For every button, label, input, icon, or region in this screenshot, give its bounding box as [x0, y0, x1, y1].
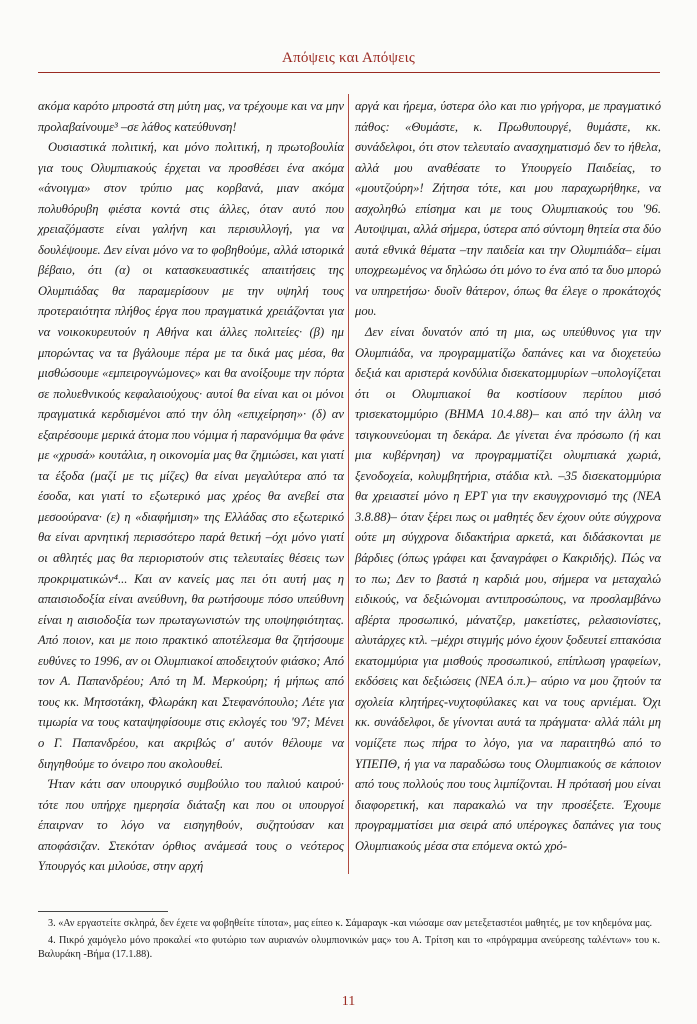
header-rule — [38, 72, 660, 73]
left-column — [38, 96, 344, 877]
footnotes — [38, 917, 660, 965]
left-paragraph-2: Ουσιαστικά πολιτική, και μόνο πολιτική, η πρωτοβουλία για τους Ολυμπιακούς έρχεται να προσθέσει ένα ακόμα «άνοιγμα» στον τρύπιο μας κορβανά, μιαν ακόμα πολυθόρυβη φιέστα κοντά στις άλλες, όταν αυτό που χρειαζόμαστε είναι γαλήνη και περισυλλογή, για να δουλέψουμε. Δεν είναι μόνο να το φοβηθούμε, αλλά ιστορικά βέβαιο, ότι (α) οι κατασκευαστικές απαιτήσεις της Ολυμπιάδας θα παραμερίσουν με την υψηλή τους προτεραιότητα πλήθος έργα που πραγματικά χρειάζονται για να νοικοκυρευτούν η Αθήνα και άλλες πολιτείες· (β) ημ μπορώντας να τα βγάλουμε πέρα με τα δικά μας μέσα, θα μισθώσουμε «εμπειρογνώμονες» και θα ανοίξουμε την πόρτα σε πολυεθνικούς κεφαλαιούχους· αυτοί θα είναι και οι μόνοι πραγματικά κερδισμένοι από την όλη «επιχείρηση»· (δ) αν εξαιρέσουμε μερικά άτομα που νόμιμα ή παρανόμιμα θα φάνε με «χρυσά» κουτάλια, η οικονομία μας θα ζημιώσει, και γιατί τα έξοδα (μαζί με τις μίζες) θα είναι μεγαλύτερα από τα έσοδα, και γιατί το εξωτερικό μας χρέος θα ανεβεί στα μεσοούρανα· (ε) η «διαφήμιση» της Ελλάδας στο εξωτερικό θα είναι αρνητική περισσότερο παρά θετική –όχι μόνο γιατί οι αθλητές μας θα περιοριστούν στις τελευταίες θέσεις των προκριματικών⁴... Και αν κανείς μας πει ότι αυτή μας η απαισιοδοξία είναι ανεύθυνη, θα ρωτήσουμε πόσο υπεύθυνη είναι η αισιοδοξία των πρωταγωνιστών της υποψηφιότητας. Από ποιον, και με ποιο πρακτικό αποτέλεσμα θα ζητήσουμε ευθύνες το 1996, αν οι Ολυμπιακοί αποδειχτούν φιάσκο; Από τον Α. Παπανδρέου; Από τη Μ. Μερκούρη; ή μήπως από τους κκ. Μητσοτάκη, Φλωράκη και Στεφανόπουλο; Λέτε για τιμωρία να τους καταψηφίσουμε στις εκλογές του '97; Μένει ο Γ. Παπανδρέου, και ακριβώς σ' αυτόν θέλουμε να διηγηθούμε το όνειρο που ακολουθεί. — [38, 140, 344, 771]
left-paragraph-3: Ήταν κάτι σαν υπουργικό συμβούλιο του παλιού καιρού· τότε που υπήρχε ημερησία διάταξη και που οι υπουργοί έπαιρναν το λόγο να εισηγηθούν, συζητούσαν και αποφάσιζαν. Στεκόταν όρθιος ανάμεσά τους ο νεότερος Υπουργός και μιλούσε, στην αρχή — [38, 777, 344, 874]
running-header: Απόψεις και Απόψεις — [282, 50, 415, 66]
right-paragraph-1: αργά και ήρεμα, ύστερα όλο και πιο γρήγορα, με πραγματικό πάθος: «Θυμάστε, κ. Πρωθυπουργέ, θυμάστε, κκ. συνάδελφοι, ότι στον τελευταίο ανασχηματισμό δεν το ήθελα, αλλά μου αναθέσατε το Υπουργείο Παιδείας, το «μουτζούρη»! Ζήτησα τότε, και μου παραχωρήθηκε, να ασχοληθώ επίσημα και με τους Ολυμπιακούς του '96. Αυτοψιμαι, αλλά σήμερα, ύστερα από σύντομη θητεία στα δύο αυτά εθνικά θέματα –την παιδεία και την Ολυμπιάδα– είμαι υποχρεωμένος να δηλώσω ότι μόνο το ένα από τα δυο μπορώ να υπηρετήσω· δυοῖν θάτερον, όπως θα έλεγε ο προκάτοχός μου. — [355, 99, 661, 319]
footnote-rule — [38, 911, 168, 912]
footnote-3: 3. «Αν εργαστείτε σκληρά, δεν έχετε να φοβηθείτε τίποτα», μας είπεο κ. Σάμαραγκ -και νιώσαμε σαν μετεξεταστέοι μαθητές, με τον κηδεμόνα μας. — [48, 918, 653, 929]
column-divider — [348, 94, 349, 874]
footnote-4: 4. Πικρό χαμόγελο μόνο προκαλεί «το φυτώριο των αυριανών ολυμπιονικών μας» του Α. Τρίτση και το «πρόγραμμα ανεύρεσης ταλέντων» του κ. Βαλυράκη -Βήμα (17.1.88). — [38, 934, 660, 960]
right-column — [355, 96, 661, 856]
left-paragraph-1: ακόμα καρότο μπροστά στη μύτη μας, να τρέχουμε και να μην προλαβαίνουμε³ –σε λάθος κατεύθυνση! — [38, 99, 344, 134]
right-paragraph-2: Δεν είναι δυνατόν από τη μια, ως υπεύθυνος για την Ολυμπιάδα, να προγραμματίζω δαπάνες και να διοχετεύω δεξιά και αριστερά κονδύλια δισεκατομμυρίων –υπολογίζεται ότι οι Ολυμπιακοί θα κοστίσουν περίπου μισό τρισεκατομμύριο (ΒΗΜΑ 10.4.88)– και από την άλλη να τσιγκουνεύομαι τη δεκάρα. Δε γίνεται ένα πρόσωπο (ή και μια κυβέρνηση) να προγραμματίζει ολυμπιακά χωριά, ξενοδοχεία, κολυμβητήρια, στάδια κτλ. –35 δισεκατομμύρια θα χρειαστεί μόνο η ΕΡΤ για την εκσυγχρονισμό της (ΝΕΑ 3.8.88)– όταν ξέρει πως οι μαθητές δεν έχουν ούτε σύγχρονα ούτε μη σύγχρονα διδακτήρια αρκετά, και διδάσκονται με βάρδιες (όπως γράφει και ξαναγράφει ο Κακριδής). Πώς να το πω; Δεν το βαστά η καρδιά μου, σήμερα να μεταχαλώ ειδικούς, να δεξιώνομαι αντιπροσώπους, να προσλαμβάνω αβέρτα προσωπικό, μάνατζερ, μακετίστες, ρελασιονίστες, αλυτάρχες κτλ. –μέχρι στιγμής μόνο έχουν ξοδευτεί επτακόσια εκατομμύρια για μισθούς προσωπικού, επίπλωση γραφείων, εκδόσεις και δεξιώσεις (ΝΕΑ ό.π.)– αύριο να μου ζητούν τα σχολεία κλητήρες-νυχτοφύλακες και να τους αρνιέμαι. Όχι κκ. συνάδελφοι, δε γίνονται αυτά τα πράγματα· αλλά πάλι μη νομίζετε πως πήρα το λόγο, για να παραιτηθώ από το ΥΠΕΠΘ, ή για να παραδώσω τους Ολυμπιακούς σε κάποιον από τους πολλούς που τους λιμπίζονται. Η πρότασή μου είναι διαφορετική, και παρακαλώ να την προσέξετε. Έχουμε προγραμματίσει μια σειρά από υπέρογκες δαπάνες για τους Ολυμπιακούς μέσα στα επόμενα οκτώ χρό- — [355, 325, 661, 853]
page-number: 11 — [341, 994, 356, 1009]
